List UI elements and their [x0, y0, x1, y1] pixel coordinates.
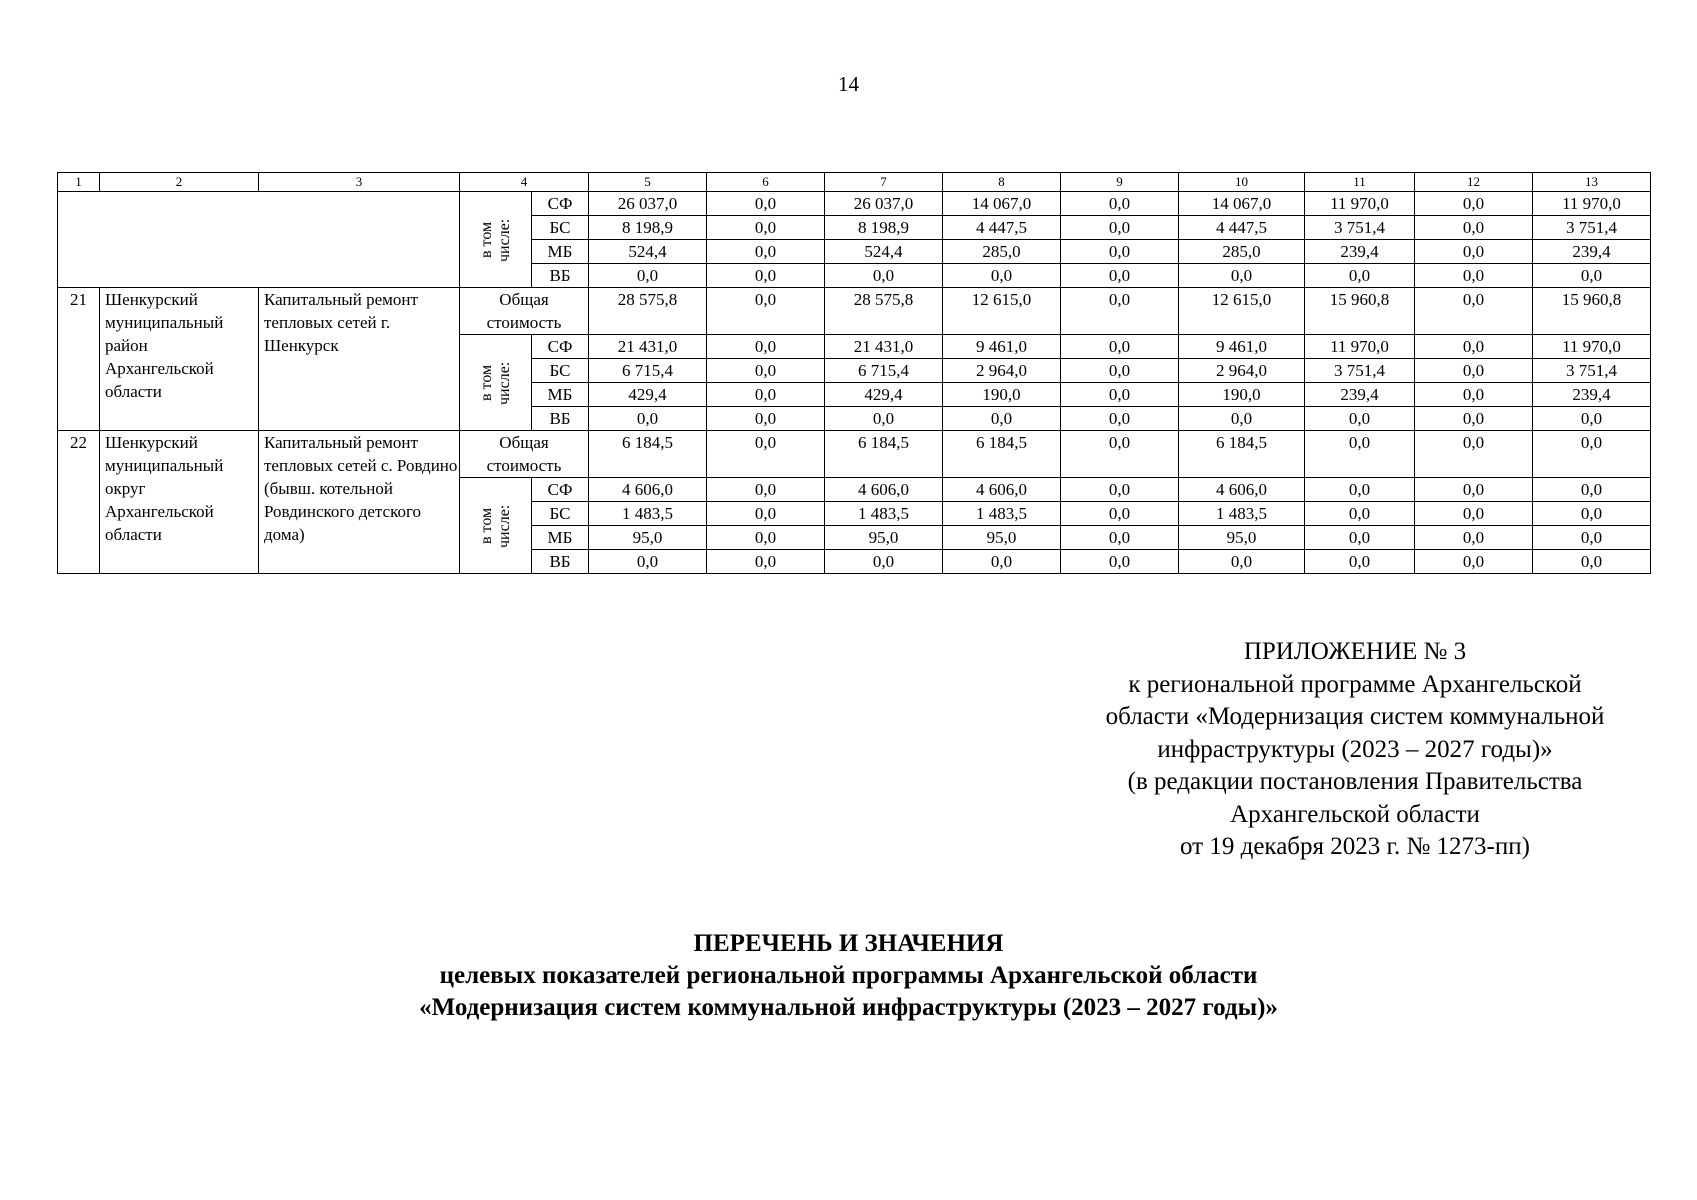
appendix-block [1030, 636, 1680, 864]
value-cell: 11 970,0 [1305, 192, 1415, 216]
value-cell: 11 970,0 [1533, 192, 1651, 216]
column-number: 1 [58, 173, 100, 192]
value-cell: 4 447,5 [943, 216, 1061, 240]
value-cell: 429,4 [825, 383, 943, 407]
value-cell: 0,0 [1061, 526, 1179, 550]
value-cell: 0,0 [707, 550, 825, 574]
funding-code: ВБ [532, 264, 589, 288]
value-cell: 9 461,0 [1179, 335, 1305, 359]
value-cell: 0,0 [1061, 431, 1179, 478]
column-number-row [58, 173, 1651, 192]
value-cell: 3 751,4 [1305, 216, 1415, 240]
row-number: 21 [58, 288, 100, 431]
appendix-line: инфраструктуры (2023 – 2027 годы)» [1157, 735, 1553, 763]
table-row [58, 431, 1651, 478]
value-cell: 3 751,4 [1305, 359, 1415, 383]
value-cell: 524,4 [825, 240, 943, 264]
empty-merged-cell [58, 192, 460, 288]
table-row [58, 192, 1651, 216]
value-cell: 0,0 [1415, 192, 1533, 216]
value-cell: 0,0 [1061, 288, 1179, 335]
value-cell: 0,0 [707, 264, 825, 288]
value-cell: 26 037,0 [589, 192, 707, 216]
value-cell: 0,0 [1305, 526, 1415, 550]
value-cell: 0,0 [825, 407, 943, 431]
value-cell: 21 431,0 [825, 335, 943, 359]
value-cell: 4 606,0 [589, 478, 707, 502]
column-number: 7 [825, 173, 943, 192]
value-cell: 0,0 [1533, 550, 1651, 574]
funding-code: МБ [532, 240, 589, 264]
value-cell: 0,0 [1415, 216, 1533, 240]
column-number: 5 [589, 173, 707, 192]
funding-code: ВБ [532, 407, 589, 431]
value-cell: 0,0 [1061, 216, 1179, 240]
value-cell: 0,0 [707, 383, 825, 407]
value-cell: 0,0 [1533, 526, 1651, 550]
budget-table [57, 172, 1651, 574]
value-cell: 1 483,5 [943, 502, 1061, 526]
heading-line: целевых показателей региональной программы Архангельской области [439, 962, 1258, 989]
value-cell: 6 184,5 [825, 431, 943, 478]
value-cell: 0,0 [1533, 431, 1651, 478]
value-cell: 11 970,0 [1533, 335, 1651, 359]
document-heading [0, 928, 1697, 1024]
value-cell: 0,0 [943, 264, 1061, 288]
value-cell: 0,0 [1533, 502, 1651, 526]
in-that-label [460, 335, 532, 431]
heading-line: «Модернизация систем коммунальной инфраструктуры (2023 – 2027 годы)» [419, 994, 1278, 1021]
value-cell: 429,4 [589, 383, 707, 407]
value-cell: 239,4 [1533, 383, 1651, 407]
in-that-label [460, 478, 532, 574]
value-cell: 0,0 [1305, 478, 1415, 502]
value-cell: 0,0 [1179, 264, 1305, 288]
table-row [58, 288, 1651, 335]
value-cell: 0,0 [1061, 359, 1179, 383]
table-body [58, 173, 1651, 574]
funding-code: БС [532, 216, 589, 240]
row-number: 22 [58, 431, 100, 574]
value-cell: 6 184,5 [589, 431, 707, 478]
value-cell: 4 447,5 [1179, 216, 1305, 240]
column-number: 9 [1061, 173, 1179, 192]
total-cost-label: Общая стоимость [460, 288, 589, 335]
value-cell: 21 431,0 [589, 335, 707, 359]
value-cell: 1 483,5 [825, 502, 943, 526]
value-cell: 0,0 [1061, 240, 1179, 264]
value-cell: 0,0 [1415, 264, 1533, 288]
value-cell: 0,0 [1415, 359, 1533, 383]
value-cell: 0,0 [1305, 502, 1415, 526]
value-cell: 3 751,4 [1533, 216, 1651, 240]
column-number: 3 [259, 173, 460, 192]
value-cell: 26 037,0 [825, 192, 943, 216]
column-number: 11 [1305, 173, 1415, 192]
value-cell: 4 606,0 [943, 478, 1061, 502]
value-cell: 0,0 [589, 550, 707, 574]
value-cell: 0,0 [707, 288, 825, 335]
value-cell: 0,0 [1061, 407, 1179, 431]
value-cell: 6 715,4 [825, 359, 943, 383]
value-cell: 0,0 [1305, 550, 1415, 574]
value-cell: 0,0 [589, 407, 707, 431]
value-cell: 0,0 [1415, 550, 1533, 574]
value-cell: 3 751,4 [1533, 359, 1651, 383]
value-cell: 285,0 [1179, 240, 1305, 264]
value-cell: 0,0 [707, 359, 825, 383]
value-cell: 0,0 [1061, 550, 1179, 574]
value-cell: 0,0 [1305, 431, 1415, 478]
in-that-label-text: в том числе: [477, 360, 513, 405]
value-cell: 0,0 [1415, 335, 1533, 359]
value-cell: 0,0 [1061, 335, 1179, 359]
value-cell: 1 483,5 [1179, 502, 1305, 526]
funding-code: СФ [532, 478, 589, 502]
value-cell: 8 198,9 [825, 216, 943, 240]
funding-code: СФ [532, 192, 589, 216]
municipality-cell: Шенкурский муниципальный район Архангельской области [100, 288, 259, 431]
appendix-line: области «Модернизация систем коммунальной [1105, 703, 1605, 730]
heading-title: ПЕРЕЧЕНЬ И ЗНАЧЕНИЯ [693, 930, 1004, 957]
funding-code: БС [532, 502, 589, 526]
value-cell: 0,0 [1415, 526, 1533, 550]
value-cell: 14 067,0 [943, 192, 1061, 216]
value-cell: 239,4 [1533, 240, 1651, 264]
column-number: 10 [1179, 173, 1305, 192]
value-cell: 28 575,8 [589, 288, 707, 335]
municipality-cell: Шенкурский муниципальный округ Архангельской области [100, 431, 259, 574]
value-cell: 0,0 [1415, 502, 1533, 526]
value-cell: 0,0 [1415, 383, 1533, 407]
value-cell: 15 960,8 [1533, 288, 1651, 335]
value-cell: 239,4 [1305, 383, 1415, 407]
in-that-label [460, 192, 532, 288]
value-cell: 0,0 [707, 407, 825, 431]
value-cell: 0,0 [1533, 478, 1651, 502]
value-cell: 0,0 [1305, 407, 1415, 431]
value-cell: 190,0 [943, 383, 1061, 407]
value-cell: 4 606,0 [1179, 478, 1305, 502]
value-cell: 0,0 [825, 550, 943, 574]
value-cell: 0,0 [707, 502, 825, 526]
appendix-line: ПРИЛОЖЕНИЕ № 3 [1243, 638, 1467, 665]
funding-code: БС [532, 359, 589, 383]
value-cell: 0,0 [589, 264, 707, 288]
value-cell: 28 575,8 [825, 288, 943, 335]
value-cell: 95,0 [589, 526, 707, 550]
value-cell: 6 184,5 [943, 431, 1061, 478]
value-cell: 6 184,5 [1179, 431, 1305, 478]
total-cost-label: Общая стоимость [460, 431, 589, 478]
value-cell: 0,0 [707, 216, 825, 240]
value-cell: 15 960,8 [1305, 288, 1415, 335]
value-cell: 524,4 [589, 240, 707, 264]
value-cell: 14 067,0 [1179, 192, 1305, 216]
funding-code: ВБ [532, 550, 589, 574]
object-cell: Капитальный ремонт тепловых сетей с. Ровдино (бывш. котельной Ровдинского детского дома) [259, 431, 460, 574]
value-cell: 0,0 [1533, 407, 1651, 431]
value-cell: 0,0 [1305, 264, 1415, 288]
value-cell: 0,0 [707, 431, 825, 478]
value-cell: 0,0 [1179, 550, 1305, 574]
value-cell: 2 964,0 [943, 359, 1061, 383]
value-cell: 0,0 [1061, 502, 1179, 526]
appendix-line: (в редакции постановления Правительства [1127, 768, 1583, 795]
appendix-line: Архангельской области [1230, 800, 1480, 828]
value-cell: 190,0 [1179, 383, 1305, 407]
value-cell: 0,0 [1415, 407, 1533, 431]
page-number: 14 [838, 72, 859, 96]
value-cell: 95,0 [1179, 526, 1305, 550]
value-cell: 0,0 [707, 526, 825, 550]
value-cell: 4 606,0 [825, 478, 943, 502]
value-cell: 8 198,9 [589, 216, 707, 240]
value-cell: 0,0 [707, 192, 825, 216]
column-number: 13 [1533, 173, 1651, 192]
value-cell: 2 964,0 [1179, 359, 1305, 383]
value-cell: 0,0 [1415, 478, 1533, 502]
value-cell: 0,0 [1061, 478, 1179, 502]
object-cell: Капитальный ремонт тепловых сетей г. Шенкурск [259, 288, 460, 431]
value-cell: 9 461,0 [943, 335, 1061, 359]
value-cell: 0,0 [1061, 383, 1179, 407]
column-number: 8 [943, 173, 1061, 192]
funding-code: МБ [532, 526, 589, 550]
value-cell: 1 483,5 [589, 502, 707, 526]
value-cell: 95,0 [825, 526, 943, 550]
column-number: 2 [100, 173, 259, 192]
value-cell: 0,0 [1061, 192, 1179, 216]
appendix-line: к региональной программе Архангельской [1128, 670, 1582, 698]
column-number: 6 [707, 173, 825, 192]
funding-code: МБ [532, 383, 589, 407]
value-cell: 11 970,0 [1305, 335, 1415, 359]
value-cell: 0,0 [1061, 264, 1179, 288]
value-cell: 0,0 [943, 550, 1061, 574]
value-cell: 12 615,0 [1179, 288, 1305, 335]
funding-code: СФ [532, 335, 589, 359]
value-cell: 0,0 [707, 335, 825, 359]
value-cell: 12 615,0 [943, 288, 1061, 335]
value-cell: 0,0 [825, 264, 943, 288]
column-number: 12 [1415, 173, 1533, 192]
value-cell: 0,0 [707, 240, 825, 264]
in-that-label-text: в том числе: [477, 503, 513, 548]
value-cell: 0,0 [1533, 264, 1651, 288]
value-cell: 0,0 [1179, 407, 1305, 431]
appendix-line: от 19 декабря 2023 г. № 1273-пп) [1180, 833, 1530, 860]
value-cell: 0,0 [943, 407, 1061, 431]
value-cell: 6 715,4 [589, 359, 707, 383]
value-cell: 95,0 [943, 526, 1061, 550]
value-cell: 285,0 [943, 240, 1061, 264]
in-that-label-text: в том числе: [477, 217, 513, 262]
value-cell: 239,4 [1305, 240, 1415, 264]
value-cell: 0,0 [707, 478, 825, 502]
value-cell: 0,0 [1415, 288, 1533, 335]
value-cell: 0,0 [1415, 240, 1533, 264]
value-cell: 0,0 [1415, 431, 1533, 478]
column-number: 4 [460, 173, 589, 192]
